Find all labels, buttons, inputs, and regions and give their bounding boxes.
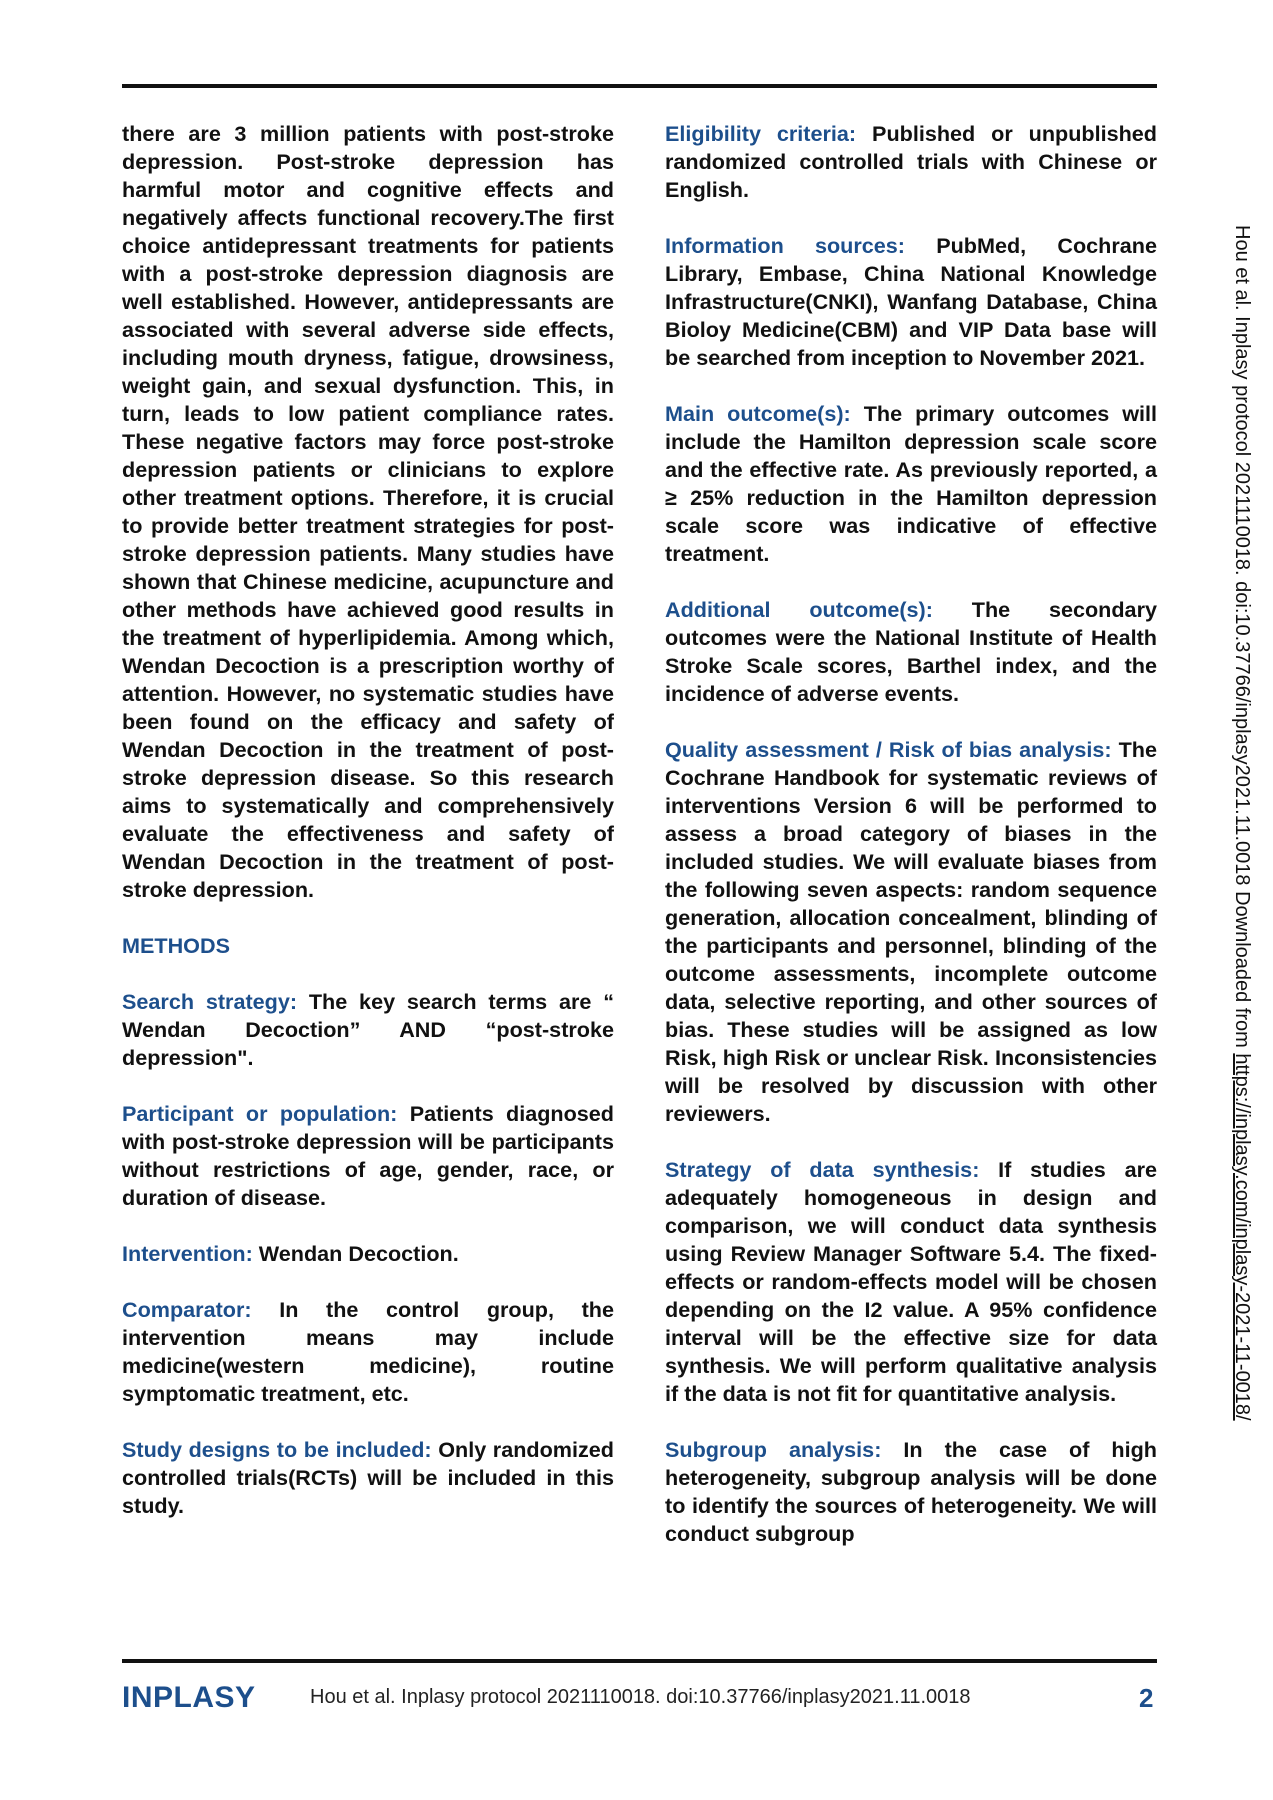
participant-text: Patients diagnosed with post-stroke depression will be participants without restrictions of age, gender, race, or duration of disease. bbox=[122, 1101, 614, 1210]
search-strategy-text: The key search terms are “ Wendan Decoction” AND “post-stroke depression". bbox=[122, 989, 614, 1070]
participant-label: Participant or population: bbox=[122, 1101, 398, 1126]
search-strategy-paragraph bbox=[122, 988, 614, 1072]
main-outcome-paragraph bbox=[665, 400, 1157, 568]
intervention-text: Wendan Decoction. bbox=[252, 1241, 459, 1266]
intervention-label: Intervention: bbox=[122, 1241, 253, 1266]
subgroup-analysis-paragraph bbox=[665, 1436, 1157, 1548]
study-designs-label: Study designs to be included: bbox=[122, 1437, 432, 1462]
header-rule bbox=[122, 84, 1157, 88]
additional-outcome-paragraph bbox=[665, 596, 1157, 708]
right-column bbox=[665, 120, 1157, 1548]
eligibility-label: Eligibility criteria: bbox=[665, 121, 857, 146]
intro-paragraph: there are 3 million patients with post-stroke depression. Post-stroke depression has harmful motor and cognitive effects and negatively affects functional recovery.The first choice antidepressant treatments for patients with a post-stroke depression diagnosis are well established. However, antidepressants are associated with several adverse side effects, including mouth dryness, fatigue, drowsiness, weight gain, and sexual dysfunction. This, in turn, leads to low patient compliance rates. These negative factors may force post-stroke depression patients or clinicians to explore other treatment options. Therefore, it is crucial to provide better treatment strategies for post-stroke depression patients. Many studies have shown that Chinese medicine, acupuncture and other methods have achieved good results in the treatment of hyperlipidemia. Among which, Wendan Decoction is a prescription worthy of attention. However, no systematic studies have been found on the efficacy and safety of Wendan Decoction in the treatment of post-stroke depression disease. So this research aims to systematically and comprehensively evaluate the effectiveness and safety of Wendan Decoction in the treatment of post-stroke depression. bbox=[122, 121, 614, 902]
main-outcome-label: Main outcome(s): bbox=[665, 401, 851, 426]
intervention-paragraph bbox=[122, 1240, 614, 1268]
eligibility-paragraph bbox=[665, 120, 1157, 204]
subgroup-analysis-label: Subgroup analysis: bbox=[665, 1437, 882, 1462]
data-synthesis-paragraph bbox=[665, 1156, 1157, 1408]
data-synthesis-text: If studies are adequately homogeneous in design and comparison, we will conduct data synthesis using Review Manager Software 5.4. The fixed-effects or random-effects model will be chosen depending on the I2 value. A 95% confidence interval will be the effective size for data synthesis. We will perform qualitative analysis if the data is not fit for quantitative analysis. bbox=[665, 1157, 1157, 1406]
eligibility-text: Published or unpublished randomized controlled trials with Chinese or English. bbox=[665, 121, 1158, 202]
main-outcome-text: The primary outcomes will include the Hamilton depression scale score and the effective rate. As previously reported, a ≥ 25% reduction in the Hamilton depression scale score was indicative of effective treatment. bbox=[665, 401, 1158, 566]
information-sources-paragraph bbox=[665, 232, 1157, 372]
side-note-link[interactable]: https://inplasy.com/inplasy-2021-11-0018/ bbox=[1231, 1053, 1253, 1421]
information-sources-label: Information sources: bbox=[665, 233, 905, 258]
footer-rule bbox=[122, 1659, 1157, 1663]
footer-citation: Hou et al. Inplasy protocol 2021110018. doi:10.37766/inplasy2021.11.0018 bbox=[310, 1686, 971, 1708]
comparator-paragraph bbox=[122, 1296, 614, 1408]
study-designs-paragraph bbox=[122, 1436, 614, 1520]
participant-paragraph bbox=[122, 1100, 614, 1212]
side-note-text: Hou et al. Inplasy protocol 2021110018. doi:10.37766/inplasy2021.11.0018 Downloaded from bbox=[1231, 225, 1253, 1054]
additional-outcome-label: Additional outcome(s): bbox=[665, 597, 933, 622]
left-column bbox=[122, 120, 614, 1520]
additional-outcome-text: The secondary outcomes were the National Institute of Health Stroke Scale scores, Barthel index, and the incidence of adverse events. bbox=[665, 597, 1157, 706]
data-synthesis-label: Strategy of data synthesis: bbox=[665, 1157, 980, 1182]
inplasy-logo: INPLASY bbox=[122, 1681, 256, 1714]
methods-heading: METHODS bbox=[122, 933, 230, 958]
subgroup-analysis-text: In the case of high heterogeneity, subgroup analysis will be done to identify the sources of heterogeneity. We will conduct subgroup bbox=[665, 1437, 1157, 1546]
comparator-label: Comparator: bbox=[122, 1297, 252, 1322]
study-designs-text: Only randomized controlled trials(RCTs) will be included in this study. bbox=[122, 1437, 614, 1518]
quality-assessment-paragraph bbox=[665, 736, 1157, 1128]
comparator-text: In the control group, the intervention means may include medicine(western medicine), routine symptomatic treatment, etc. bbox=[122, 1297, 614, 1406]
page-number: 2 bbox=[1139, 1683, 1154, 1713]
search-strategy-label: Search strategy: bbox=[122, 989, 298, 1014]
information-sources-text: PubMed, Cochrane Library, Embase, China National Knowledge Infrastructure(CNKI), Wanfang Database, China Bioloy Medicine(CBM) and VIP Data base will be searched from inception to November 2021. bbox=[665, 233, 1157, 370]
quality-assessment-label: Quality assessment / Risk of bias analysis: bbox=[665, 737, 1112, 762]
side-download-note bbox=[1230, 225, 1253, 1421]
quality-assessment-text: The Cochrane Handbook for systematic reviews of interventions Version 6 will be performed to assess a broad category of biases in the included studies. We will evaluate biases from the following seven aspects: random sequence generation, allocation concealment, blinding of the participants and personnel, blinding of the outcome assessments, incomplete outcome data, selective reporting, and other sources of bias. These studies will be assigned as low Risk, high Risk or unclear Risk. Inconsistencies will be resolved by discussion with other reviewers. bbox=[665, 737, 1158, 1126]
